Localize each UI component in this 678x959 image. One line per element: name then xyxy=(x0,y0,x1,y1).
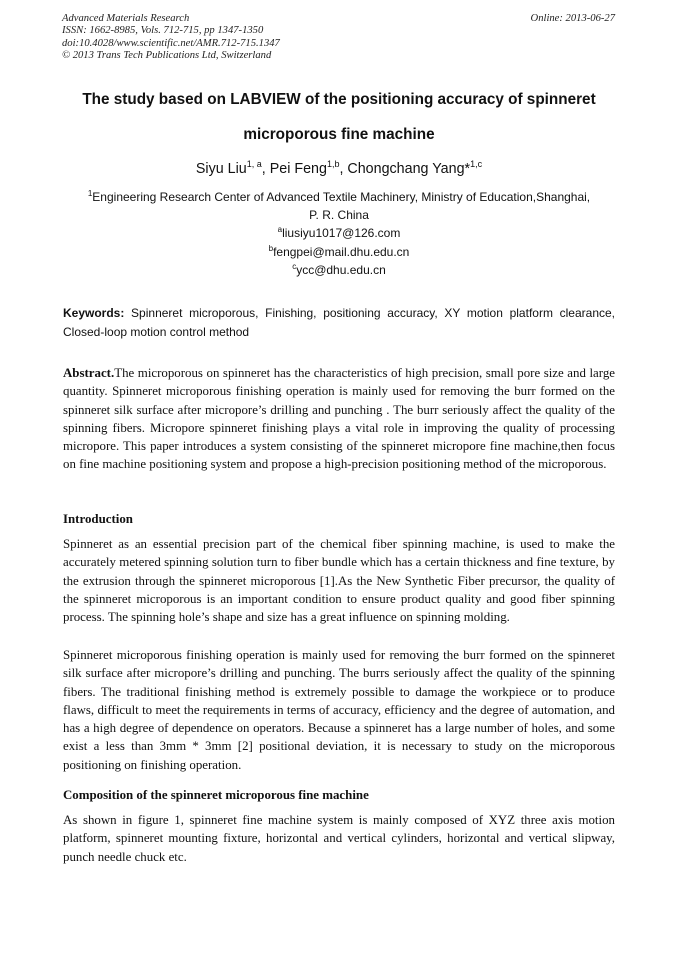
abstract-text: The microporous on spinneret has the characteristics of high precision, small pore size and large quantity. Spinneret microporous finishing operation is mainly used for removing the burr formed on the spinneret silk surface after micropore’s drilling and punching . The burr seriously affect the quality of the spinning fibers. Micropore spinneret finishing plays a vital role in improving the quality of processing micropore. This paper introduces a system consisting of the spinneret micropore fine machine,then focus on fine machine positioning system and propose a high-precision positioning method of the microporous. xyxy=(63,366,615,472)
affiliation-line xyxy=(40,188,638,206)
abstract-label: Abstract. xyxy=(63,366,115,380)
abstract-paragraph xyxy=(63,364,615,474)
email-superscript: c xyxy=(292,261,297,271)
author-separator: , xyxy=(339,161,348,177)
email-address: ycc@dhu.edu.cn xyxy=(296,262,386,277)
author-name: Pei Feng xyxy=(269,161,327,177)
paper-title-line2: microporous fine machine xyxy=(243,126,435,143)
body-paragraph: Spinneret as an essential precision part of the chemical fiber spinning machine, is used to make the accurately metered spinning solution turn to fiber bundle which has a certain thickness and fine texture, by the extrusion through the spinneret microporous [1].As the New Synthetic Fiber precursor, the quality of the spinneret microporous is an important condition to ensure product quality and good fiber spinning process. The spinning hole’s shape and size has a great influence on spinning molding. xyxy=(63,537,615,625)
author-superscript: 1,c xyxy=(470,159,483,169)
journal-header xyxy=(62,13,280,62)
journal-name: Advanced Materials Research xyxy=(62,13,190,24)
body-paragraph: Spinneret microporous finishing operation is mainly used for removing the burr formed on the spinneret silk surface after micropore’s drilling and punching. The burrs seriously affect the quality of the spinning fibers. The traditional finishing method is extremely possible to damage the workpiece or to produce flaws, difficult to meet the requirements in terms of accuracy, efficiency and the degree of automation, and has a high degree of dependence on operators. Because a spinneret has a large number of holes, and some exist a less than 3mm * 3mm [2] positional deviation, it is necessary to study on the microporous positioning on finishing operation. xyxy=(63,648,615,772)
paper-title-line1: The study based on LABVIEW of the positioning accuracy of spinneret xyxy=(82,91,596,108)
email-superscript: a xyxy=(277,225,283,235)
affiliation-superscript: 1 xyxy=(87,189,93,198)
online-date: Online: 2013-06-27 xyxy=(530,13,615,24)
author-separator: , xyxy=(261,161,270,177)
body-paragraph: As shown in figure 1, spinneret fine machine system is mainly composed of XYZ three axis motion platform, spinneret mounting fixture, horizontal and vertical cylinders, horizontal and vertical slipway, punch needle chuck etc. xyxy=(63,813,615,864)
keywords-block xyxy=(63,304,615,341)
doi-line: doi:10.4028/www.scientific.net/AMR.712-715.1347 xyxy=(62,37,280,49)
affiliation-block xyxy=(40,188,638,279)
author-superscript: 1, a xyxy=(246,159,262,169)
email-address: liusiyu1017@126.com xyxy=(282,226,401,241)
author-superscript: 1,b xyxy=(326,159,340,169)
keywords-label: Keywords: xyxy=(63,306,125,320)
issn-line: ISSN: 1662-8985, Vols. 712-715, pp 1347-1350 xyxy=(62,25,264,37)
email-line xyxy=(40,243,638,261)
copyright-line: © 2013 Trans Tech Publications Ltd, Switzerland xyxy=(62,49,272,61)
author-name: Chongchang Yang* xyxy=(347,161,471,177)
email-line xyxy=(40,224,638,242)
author-list xyxy=(40,161,638,177)
section-heading-composition: Composition of the spinneret microporous fine machine xyxy=(63,788,369,802)
affiliation-country: P. R. China xyxy=(309,208,369,223)
email-address: fengpei@mail.dhu.edu.cn xyxy=(273,244,410,259)
keywords-text: Spinneret microporous, Finishing, positioning accuracy, XY motion platform clearance, Closed-loop motion control method xyxy=(63,306,615,339)
section-heading-introduction: Introduction xyxy=(63,512,133,526)
author-name: Siyu Liu xyxy=(195,161,247,177)
email-superscript: b xyxy=(268,243,274,253)
affiliation-text: Engineering Research Center of Advanced Textile Machinery, Ministry of Education,Shanghai, xyxy=(92,190,591,204)
email-line xyxy=(40,261,638,279)
